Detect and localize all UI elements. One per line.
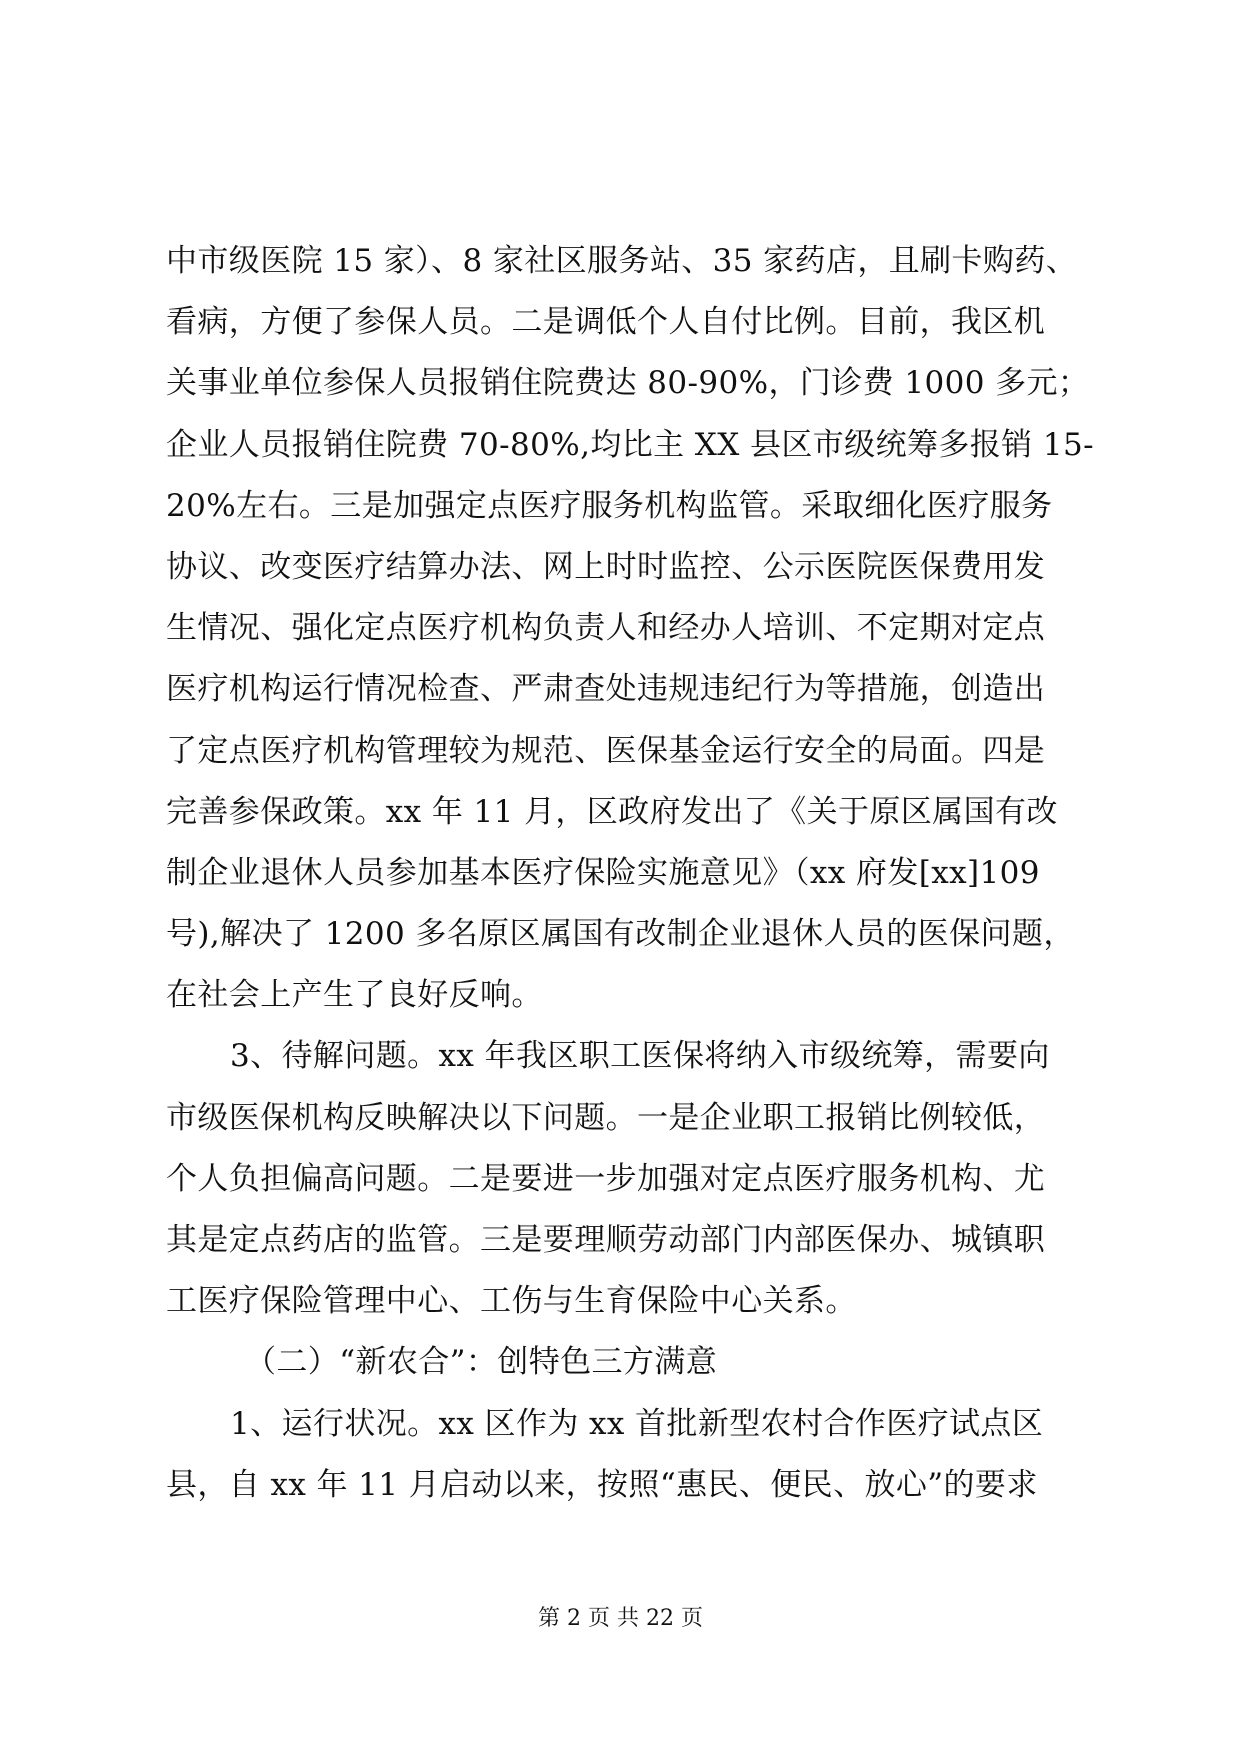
text-line: 市级医保机构反映解决以下问题。一是企业职工报销比例较低， [166,1099,1046,1136]
text-line: 在社会上产生了良好反响。 [166,977,543,1014]
section-heading: （二）“新农合”：创特色三方满意 [245,1344,718,1381]
text-line: 中市级医院 15 家）、8 家社区服务站、35 家药店，且刷卡购药、 [166,243,1078,279]
document-body [166,231,1094,1516]
text-line: 关事业单位参保人员报销住院费达 80-90%，门诊费 1000 多元； [166,365,1090,402]
text-line: 制企业退休人员参加基本医疗保险实施意见》（xx 府发[xx]109 [166,854,1040,891]
text-line: 企业人员报销住院费 70-80%,均比主 XX 县区市级统筹多报销 15- [166,426,1094,463]
page-number-footer: 第 2 页 共 22 页 [538,1606,703,1631]
paragraph-start-line: 1、运行状况。xx 区作为 xx 首批新型农村合作医疗试点区 [230,1405,1044,1442]
text-line: 个人负担偏高问题。二是要进一步加强对定点医疗服务机构、尤 [166,1160,1046,1197]
text-line: 完善参保政策。xx 年 11 月，区政府发出了《关于原区属国有改 [166,793,1058,830]
text-line: 看病，方便了参保人员。二是调低个人自付比例。目前，我区机 [166,304,1046,341]
text-line: 县，自 xx 年 11 月启动以来，按照“惠民、便民、放心”的要求 [166,1466,1038,1503]
text-line: 其是定点药店的监管。三是要理顺劳动部门内部医保办、城镇职 [166,1222,1046,1258]
text-line: 医疗机构运行情况检查、严肃查处违规违纪行为等措施，创造出 [166,671,1046,708]
text-line: 工医疗保险管理中心、工伤与生育保险中心关系。 [166,1283,857,1320]
text-line: 号),解决了 1200 多名原区属国有改制企业退休人员的医保问题， [166,916,1075,953]
text-line: 生情况、强化定点医疗机构负责人和经办人培训、不定期对定点 [166,610,1046,647]
text-line: 20%左右。三是加强定点医疗服务机构监管。采取细化医疗服务 [166,487,1053,524]
text-line: 协议、改变医疗结算办法、网上时时监控、公示医院医保费用发 [166,548,1046,585]
text-line: 了定点医疗机构管理较为规范、医保基金运行安全的局面。四是 [166,732,1046,769]
paragraph-start-line: 3、待解问题。xx 年我区职工医保将纳入市级统筹，需要向 [230,1038,1050,1075]
